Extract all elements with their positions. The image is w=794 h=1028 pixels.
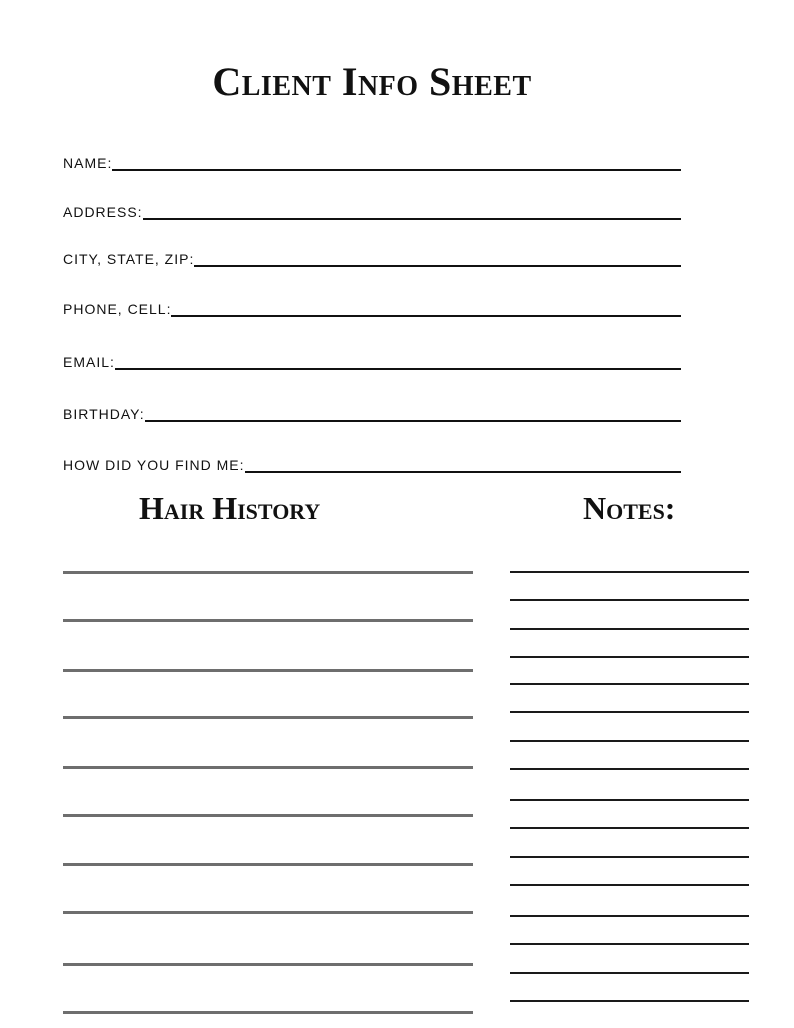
name-field[interactable]	[63, 156, 681, 171]
how-found-field[interactable]	[63, 458, 681, 473]
notes-line[interactable]	[510, 943, 749, 945]
birthday-line[interactable]	[145, 420, 681, 422]
email-field[interactable]	[63, 355, 681, 370]
notes-line[interactable]	[510, 711, 749, 713]
address-line[interactable]	[143, 218, 681, 220]
birthday-field[interactable]	[63, 407, 681, 422]
hair-history-line[interactable]	[63, 619, 473, 622]
page-title: Client Info Sheet	[212, 59, 532, 104]
phone-cell-label: PHONE, CELL:	[63, 301, 172, 317]
address-label: ADDRESS:	[63, 204, 143, 220]
notes-line[interactable]	[510, 768, 749, 770]
notes-line[interactable]	[510, 571, 749, 573]
email-line[interactable]	[115, 368, 681, 370]
notes-line[interactable]	[510, 740, 749, 742]
address-field[interactable]	[63, 205, 681, 220]
city-state-zip-line[interactable]	[194, 265, 681, 267]
notes-line[interactable]	[510, 856, 749, 858]
notes-line[interactable]	[510, 972, 749, 974]
notes-line[interactable]	[510, 599, 749, 601]
hair-history-title: Hair History	[139, 490, 321, 526]
notes-line[interactable]	[510, 884, 749, 886]
phone-cell-field[interactable]	[63, 302, 681, 317]
hair-history-line[interactable]	[63, 1011, 473, 1014]
notes-line[interactable]	[510, 628, 749, 630]
city-state-zip-field[interactable]	[63, 252, 681, 267]
hair-history-line[interactable]	[63, 716, 473, 719]
phone-cell-line[interactable]	[171, 315, 681, 317]
hair-history-line[interactable]	[63, 911, 473, 914]
name-line[interactable]	[112, 169, 681, 171]
birthday-label: BIRTHDAY:	[63, 406, 145, 422]
notes-line[interactable]	[510, 827, 749, 829]
notes-line[interactable]	[510, 656, 749, 658]
notes-title: Notes:	[583, 490, 676, 526]
notes-line[interactable]	[510, 1000, 749, 1002]
city-state-zip-label: CITY, STATE, ZIP:	[63, 251, 195, 267]
hair-history-line[interactable]	[63, 669, 473, 672]
notes-line[interactable]	[510, 799, 749, 801]
email-label: EMAIL:	[63, 354, 115, 370]
how-found-line[interactable]	[245, 471, 681, 473]
notes-line[interactable]	[510, 683, 749, 685]
name-label: NAME:	[63, 155, 113, 171]
hair-history-line[interactable]	[63, 963, 473, 966]
notes-line[interactable]	[510, 915, 749, 917]
hair-history-line[interactable]	[63, 571, 473, 574]
hair-history-line[interactable]	[63, 814, 473, 817]
hair-history-line[interactable]	[63, 766, 473, 769]
how-found-label: HOW DID YOU FIND ME:	[63, 457, 245, 473]
hair-history-line[interactable]	[63, 863, 473, 866]
